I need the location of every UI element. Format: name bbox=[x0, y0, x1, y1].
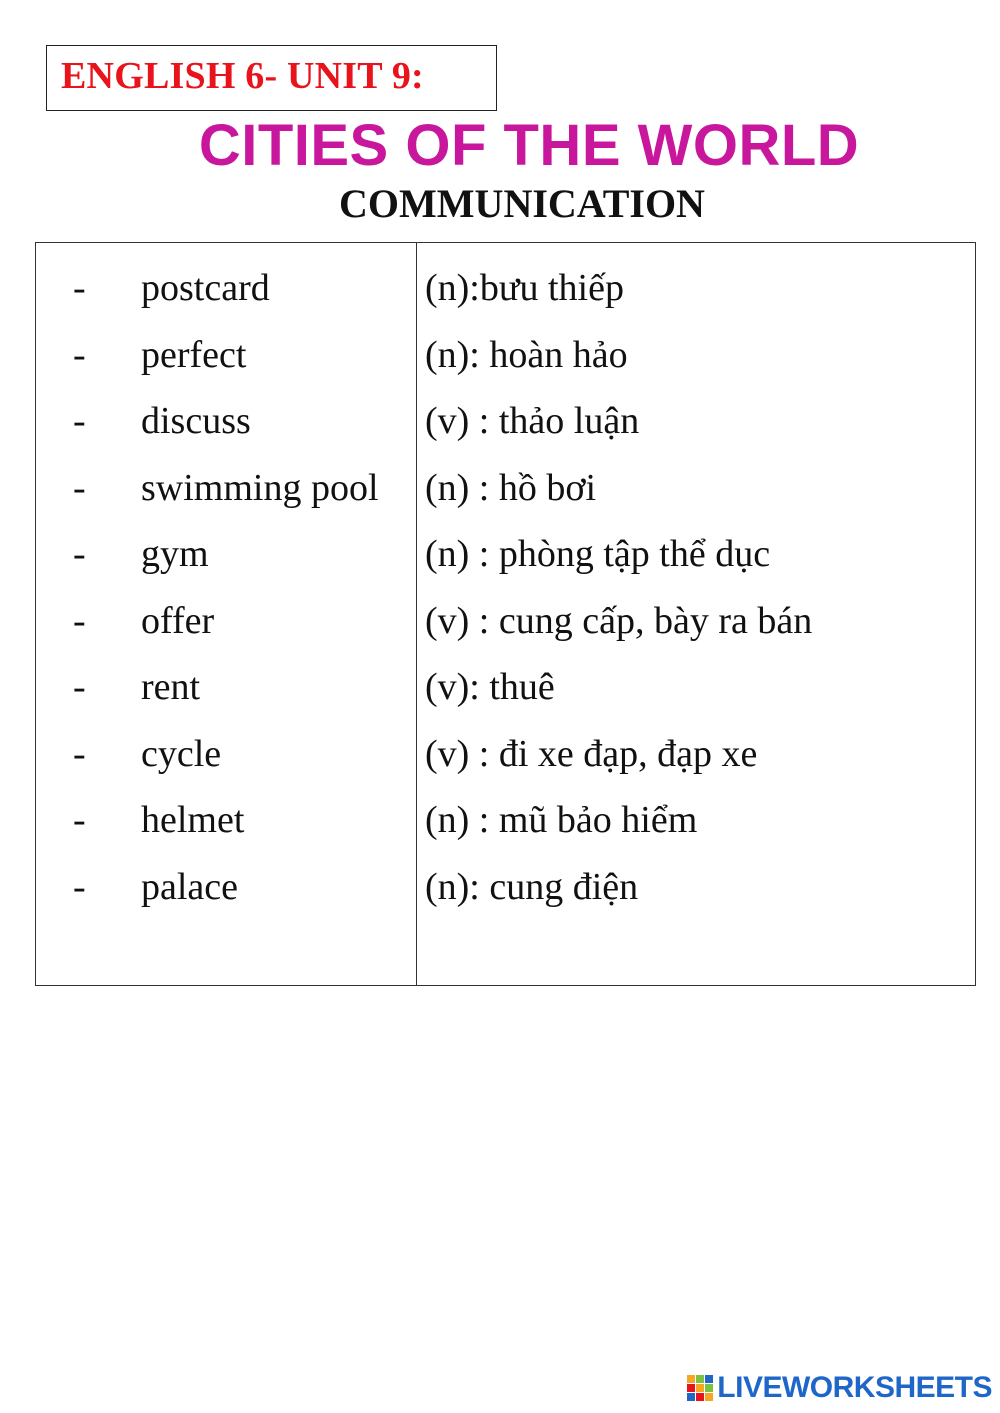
bullet-dash: - bbox=[73, 865, 86, 908]
vocabulary-meaning: (v) : cung cấp, bày ra bán bbox=[425, 599, 813, 642]
vocabulary-meaning: (n): hoàn hảo bbox=[425, 333, 628, 376]
bullet-dash: - bbox=[73, 732, 86, 775]
vocabulary-term: gym bbox=[141, 533, 209, 575]
vocabulary-meaning: (v): thuê bbox=[425, 666, 555, 708]
vocabulary-term: perfect bbox=[141, 333, 247, 376]
vocabulary-term-row bbox=[36, 664, 416, 731]
vocabulary-meaning: (v) : thảo luận bbox=[425, 400, 640, 442]
vocabulary-meaning: (n): cung điện bbox=[425, 865, 639, 908]
vocabulary-term-row bbox=[36, 531, 416, 598]
vocabulary-meaning: (n):bưu thiếp bbox=[425, 267, 624, 309]
vocabulary-term: postcard bbox=[141, 267, 270, 309]
vocabulary-term-row bbox=[36, 398, 416, 465]
vocabulary-meaning: (n) : hồ bơi bbox=[425, 466, 597, 509]
liveworksheets-logo-icon bbox=[687, 1375, 713, 1401]
vocabulary-term-row bbox=[36, 332, 416, 399]
vocabulary-term: palace bbox=[141, 865, 239, 908]
vocabulary-term-row bbox=[36, 731, 416, 798]
vocabulary-term: cycle bbox=[141, 732, 222, 775]
bullet-dash: - bbox=[73, 333, 86, 376]
vocabulary-meaning: (n) : mũ bảo hiểm bbox=[425, 799, 698, 841]
liveworksheets-watermark bbox=[687, 1371, 992, 1405]
vocabulary-term-row bbox=[36, 797, 416, 864]
vocabulary-term-row bbox=[36, 465, 416, 532]
bullet-dash: - bbox=[73, 799, 86, 841]
bullet-dash: - bbox=[73, 666, 86, 708]
unit-label: ENGLISH 6- UNIT 9: bbox=[61, 55, 424, 97]
vocabulary-meanings-column bbox=[417, 243, 975, 985]
page-subtitle: COMMUNICATION bbox=[339, 181, 705, 226]
vocabulary-term: swimming pool bbox=[141, 466, 379, 509]
vocabulary-meaning: (v) : đi xe đạp, đạp xe bbox=[425, 732, 758, 775]
vocabulary-table bbox=[35, 242, 976, 986]
bullet-dash: - bbox=[73, 466, 86, 509]
vocabulary-term: rent bbox=[141, 666, 201, 708]
vocabulary-term: offer bbox=[141, 599, 215, 642]
vocabulary-term-row bbox=[36, 598, 416, 665]
watermark-text: LIVEWORKSHEETS bbox=[717, 1371, 992, 1404]
bullet-dash: - bbox=[73, 267, 86, 309]
vocabulary-term-row bbox=[36, 265, 416, 332]
bullet-dash: - bbox=[73, 400, 86, 442]
vocabulary-term: discuss bbox=[141, 400, 251, 442]
page-title: CITIES OF THE WORLD bbox=[198, 113, 860, 178]
vocabulary-term-row bbox=[36, 864, 416, 931]
vocabulary-meaning: (n) : phòng tập thể dục bbox=[425, 533, 771, 575]
bullet-dash: - bbox=[73, 599, 86, 642]
vocabulary-term: helmet bbox=[141, 799, 245, 841]
bullet-dash: - bbox=[73, 533, 86, 575]
unit-label-box bbox=[46, 45, 497, 111]
vocabulary-terms-column bbox=[36, 243, 417, 985]
